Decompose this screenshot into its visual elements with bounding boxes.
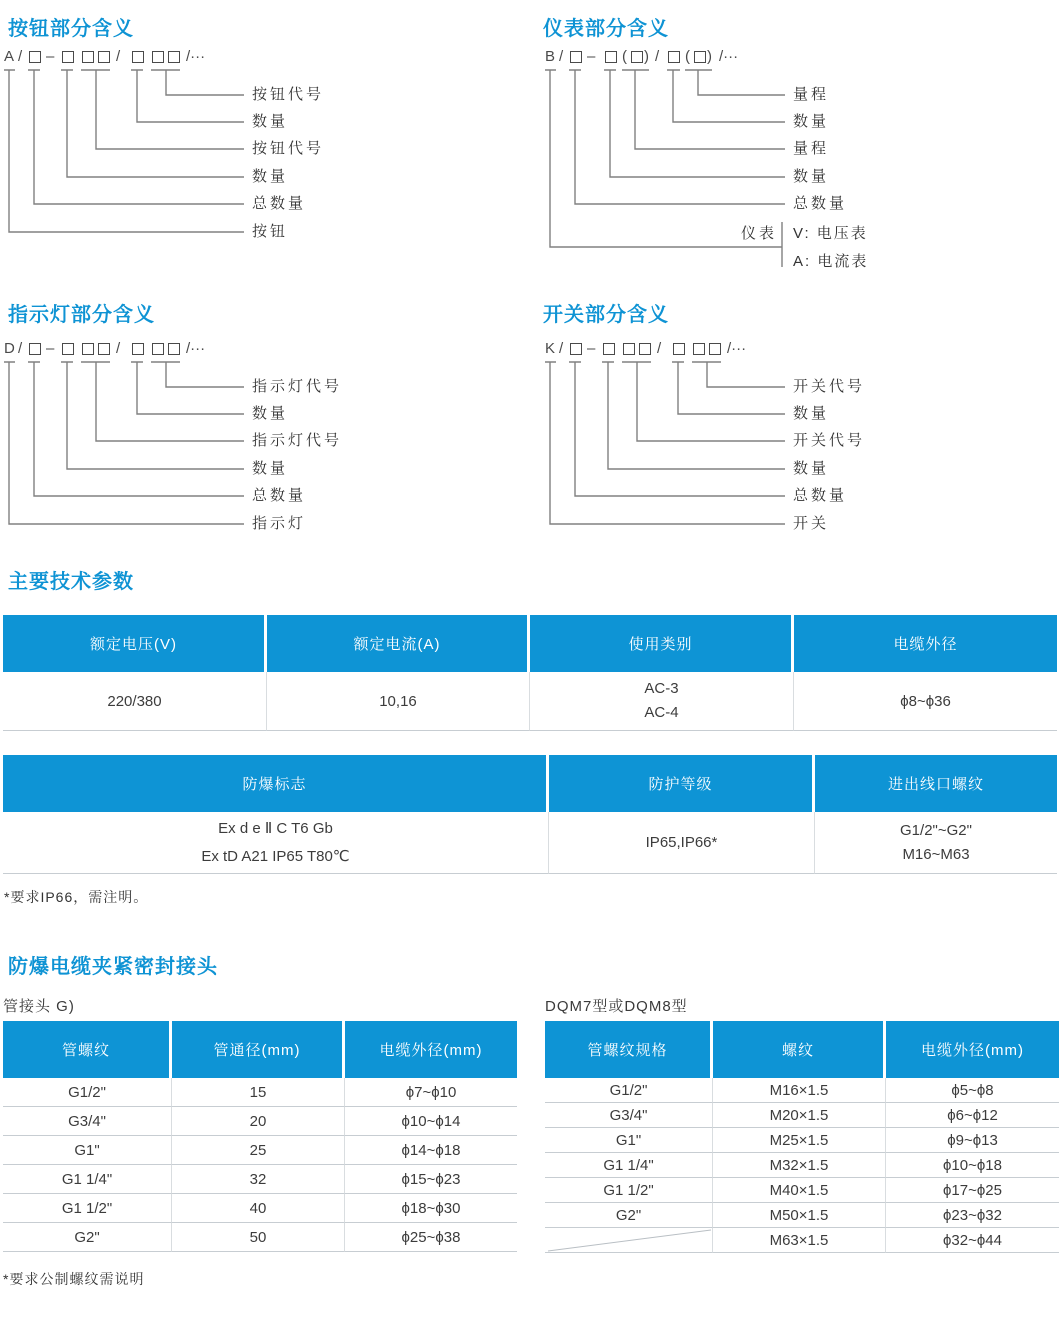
- protection-rating-cell: IP65,IP66*: [549, 812, 815, 874]
- indicator-meaning-section: [2, 296, 537, 576]
- code-paren-open: (: [685, 48, 690, 65]
- table-cell: 20: [172, 1107, 345, 1136]
- table-cell: G3/4": [545, 1103, 713, 1128]
- diagram-label: 总数量: [252, 195, 307, 212]
- column-header: 螺纹: [713, 1021, 886, 1078]
- table-cell: ϕ10~ϕ18: [886, 1153, 1059, 1178]
- code-dash: –: [587, 48, 596, 65]
- table-cell: ϕ7~ϕ10: [345, 1078, 517, 1107]
- table-row: [3, 1223, 517, 1252]
- table-cell: G1 1/4": [545, 1153, 713, 1178]
- table-cell: M50×1.5: [713, 1203, 886, 1228]
- table-row: [3, 1078, 517, 1107]
- table-cell: 32: [172, 1165, 345, 1194]
- table-row: [545, 1128, 1059, 1153]
- section-title: 指示灯部分含义: [8, 304, 155, 326]
- table-cell: ϕ6~ϕ12: [886, 1103, 1059, 1128]
- meter-model-diagram: [543, 48, 1060, 288]
- diagram-label: 按钮: [252, 223, 289, 240]
- column-header: 管螺纹规格: [545, 1021, 713, 1078]
- code-slash: /: [116, 48, 121, 65]
- table-row: [545, 1153, 1059, 1178]
- tech-table-1: [3, 615, 1057, 731]
- diagram-label: 数量: [252, 405, 289, 422]
- code-paren-close: ): [644, 48, 649, 65]
- code-letter: A: [4, 48, 15, 65]
- diagram-label: 数量: [793, 168, 830, 185]
- code-paren-close: ): [707, 48, 712, 65]
- diagonal-slash: [545, 1228, 713, 1253]
- gland-left-label: 管接头 G): [3, 998, 75, 1015]
- cable-diameter-cell: ϕ8~ϕ36: [794, 672, 1057, 731]
- column-header: 额定电流(A): [267, 615, 530, 672]
- table-cell: ϕ10~ϕ14: [345, 1107, 517, 1136]
- table-header-row: [3, 615, 1057, 672]
- diagram-label: 指示灯代号: [252, 432, 343, 449]
- diagram-label: 开关代号: [793, 378, 866, 395]
- table-row: [545, 1228, 1059, 1253]
- diagram-label: 按钮代号: [252, 86, 325, 103]
- table-row: [545, 1203, 1059, 1228]
- code-ellipsis: /···: [186, 340, 206, 357]
- column-header: 管通径(mm): [172, 1021, 345, 1078]
- section-title: 按钮部分含义: [8, 18, 134, 40]
- table-cell: G1": [545, 1128, 713, 1153]
- table-row: [3, 672, 1057, 731]
- column-header: 额定电压(V): [3, 615, 267, 672]
- meter-meaning-section: [543, 10, 1060, 290]
- code-dash: –: [46, 340, 55, 357]
- diagram-label: 数量: [252, 113, 289, 130]
- table-row: [3, 1165, 517, 1194]
- button-meaning-section: [2, 10, 537, 290]
- diagram-label: 总数量: [793, 487, 848, 504]
- code-slash: /: [559, 48, 564, 65]
- table-cell: ϕ14~ϕ18: [345, 1136, 517, 1165]
- code-slash: /: [116, 340, 121, 357]
- code-slash: /: [655, 48, 660, 65]
- table-cell: G1 1/4": [3, 1165, 172, 1194]
- ex-marking-cell: [3, 812, 549, 874]
- table-row: [545, 1178, 1059, 1203]
- diagram-label: 开关: [793, 515, 830, 532]
- table-cell: M32×1.5: [713, 1153, 886, 1178]
- ex-marking-line: Ex tD A21 IP65 T80℃: [201, 847, 350, 865]
- section-title: 开关部分含义: [543, 304, 669, 326]
- table-row: [3, 1107, 517, 1136]
- gland-right-label: DQM7型或DQM8型: [545, 998, 688, 1015]
- diagram-label: 按钮代号: [252, 140, 325, 157]
- meter-type-label: 仪表: [740, 225, 777, 242]
- table-cell: 15: [172, 1078, 345, 1107]
- table-cell: ϕ25~ϕ38: [345, 1223, 517, 1252]
- diagram-label: 总数量: [252, 487, 307, 504]
- table-cell: ϕ5~ϕ8: [886, 1078, 1059, 1103]
- table-header-row: [3, 1021, 517, 1078]
- table-header-row: [545, 1021, 1059, 1078]
- table-cell: ϕ18~ϕ30: [345, 1194, 517, 1223]
- table-cell: 50: [172, 1223, 345, 1252]
- gland-table-g: [3, 1021, 517, 1252]
- table-row: [545, 1078, 1059, 1103]
- tech-table-2: [3, 755, 1057, 874]
- code-paren-open: (: [622, 48, 627, 65]
- table-cell: G2": [545, 1203, 713, 1228]
- ex-marking-line: Ex d e Ⅱ C T6 Gb: [218, 819, 333, 837]
- entry-thread-cell: [815, 812, 1057, 874]
- table-cell: G1 1/2": [545, 1178, 713, 1203]
- rated-current-cell: 10,16: [267, 672, 530, 731]
- code-letter: D: [4, 340, 15, 357]
- diagram-label: 指示灯: [252, 515, 307, 532]
- table-cell: ϕ9~ϕ13: [886, 1128, 1059, 1153]
- meter-voltage-label: V: 电压表: [793, 225, 868, 242]
- indicator-model-diagram: [2, 340, 537, 555]
- cable-gland-title: 防爆电缆夹紧密封接头: [8, 956, 218, 978]
- table-cell: G3/4": [3, 1107, 172, 1136]
- usage-category-cell: [530, 672, 794, 731]
- code-slash: /: [657, 340, 662, 357]
- diagram-label: 指示灯代号: [252, 378, 343, 395]
- column-header: 电缆外径(mm): [886, 1021, 1059, 1078]
- table-cell: 40: [172, 1194, 345, 1223]
- rated-voltage-cell: 220/380: [3, 672, 267, 731]
- diagram-label: 数量: [252, 460, 289, 477]
- crossed-out-cell: [545, 1228, 713, 1253]
- diagram-label: 数量: [793, 460, 830, 477]
- table-header-row: [3, 755, 1057, 812]
- ip66-note: *要求IP66，需注明。: [4, 889, 149, 905]
- code-slash: /: [18, 340, 23, 357]
- column-header: 管螺纹: [3, 1021, 172, 1078]
- table-cell: M40×1.5: [713, 1178, 886, 1203]
- usage-category-line: AC-3: [644, 680, 679, 697]
- usage-category-line: AC-4: [644, 704, 679, 721]
- switch-model-diagram: [543, 340, 1060, 555]
- table-cell: ϕ32~ϕ44: [886, 1228, 1059, 1253]
- table-cell: G1": [3, 1136, 172, 1165]
- code-letter: K: [545, 340, 556, 357]
- diagram-label: 总数量: [793, 195, 848, 212]
- diagram-label: 量程: [793, 140, 830, 157]
- diagram-label: 数量: [793, 405, 830, 422]
- button-model-diagram: [2, 48, 537, 263]
- metric-thread-note: *要求公制螺纹需说明: [3, 1271, 145, 1287]
- diagram-label: 数量: [252, 168, 289, 185]
- meter-current-label: A: 电流表: [793, 253, 869, 270]
- table-row: [3, 1194, 517, 1223]
- code-dash: –: [587, 340, 596, 357]
- diagram-label: 数量: [793, 113, 830, 130]
- column-header: 电缆外径(mm): [345, 1021, 517, 1078]
- table-cell: ϕ17~ϕ25: [886, 1178, 1059, 1203]
- column-header: 防爆标志: [3, 755, 549, 812]
- column-header: 进出线口螺纹: [815, 755, 1057, 812]
- table-row: [3, 1136, 517, 1165]
- table-cell: G2": [3, 1223, 172, 1252]
- table-cell: ϕ15~ϕ23: [345, 1165, 517, 1194]
- table-cell: M20×1.5: [713, 1103, 886, 1128]
- code-letter: B: [545, 48, 556, 65]
- table-cell: M16×1.5: [713, 1078, 886, 1103]
- diagram-label: 开关代号: [793, 432, 866, 449]
- table-cell: G1/2": [545, 1078, 713, 1103]
- table-cell: ϕ23~ϕ32: [886, 1203, 1059, 1228]
- column-header: 电缆外径: [794, 615, 1057, 672]
- code-slash: /: [559, 340, 564, 357]
- code-ellipsis: /···: [727, 340, 747, 357]
- code-dash: –: [46, 48, 55, 65]
- diagram-label: 量程: [793, 86, 830, 103]
- code-slash: /: [18, 48, 23, 65]
- table-row: [3, 812, 1057, 874]
- column-header: 防护等级: [549, 755, 815, 812]
- switch-meaning-section: [543, 296, 1060, 576]
- table-cell: M63×1.5: [713, 1228, 886, 1253]
- column-header: 使用类别: [530, 615, 794, 672]
- code-ellipsis: /···: [719, 48, 739, 65]
- code-ellipsis: /···: [186, 48, 206, 65]
- tech-params-title: 主要技术参数: [8, 571, 134, 593]
- table-row: [545, 1103, 1059, 1128]
- gland-table-dqm: [545, 1021, 1059, 1253]
- entry-thread-line: G1/2"~G2": [900, 821, 972, 839]
- table-cell: G1 1/2": [3, 1194, 172, 1223]
- entry-thread-line: M16~M63: [902, 845, 970, 863]
- table-cell: 25: [172, 1136, 345, 1165]
- section-title: 仪表部分含义: [543, 18, 669, 40]
- table-cell: G1/2": [3, 1078, 172, 1107]
- table-cell: M25×1.5: [713, 1128, 886, 1153]
